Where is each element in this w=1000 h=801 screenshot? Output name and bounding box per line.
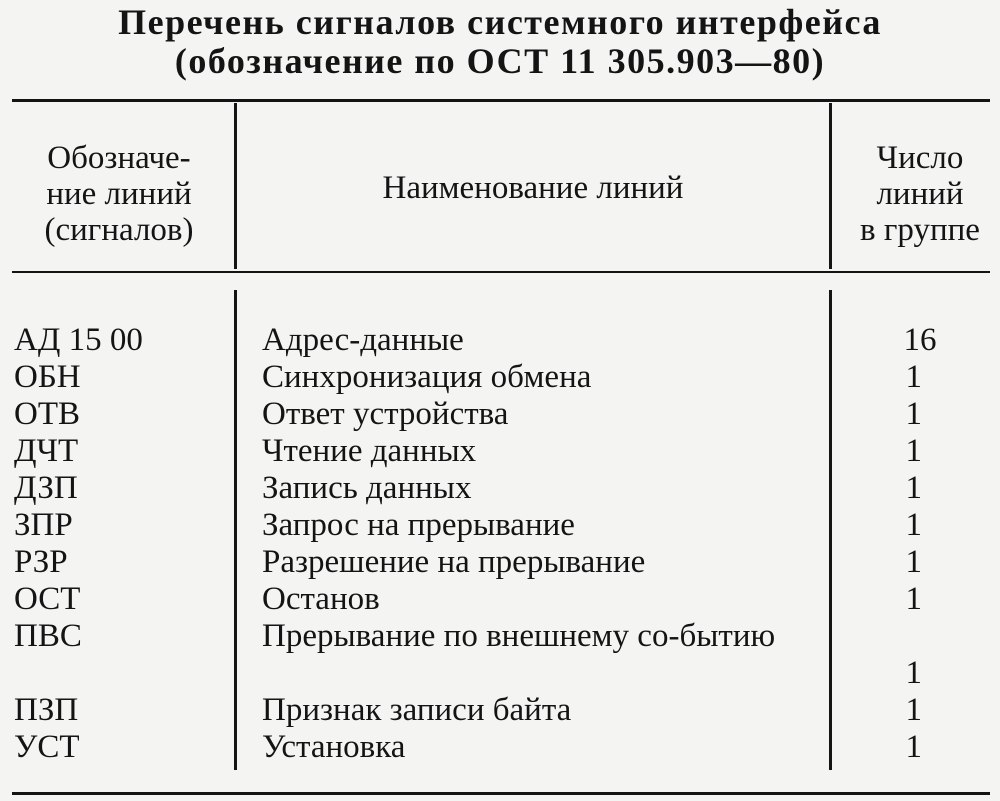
column-divider <box>829 290 832 770</box>
signal-name: Ответ устройства <box>262 396 509 432</box>
header-count-line: линий <box>876 176 964 212</box>
code-column <box>14 322 229 766</box>
signal-code: АД 15 00 <box>14 322 143 358</box>
top-rule <box>12 99 990 102</box>
count-column <box>840 322 990 766</box>
signal-code: ДЧТ <box>14 433 79 469</box>
header-code-line: Обозначе- <box>47 140 191 176</box>
signal-name: Чтение данных <box>262 433 477 469</box>
line-count: 1 <box>905 470 922 506</box>
line-count: 1 <box>905 396 922 432</box>
column-divider <box>234 290 237 770</box>
signal-name: Запрос на прерывание <box>262 507 575 543</box>
signal-code: ЗПР <box>14 507 73 543</box>
column-divider <box>829 103 832 269</box>
signal-name: Установка <box>262 729 406 765</box>
signal-name: Прерывание по внешнему со-бытию <box>262 618 776 654</box>
header-name: Наименование линий <box>382 170 684 206</box>
line-count: 1 <box>905 544 922 580</box>
header-rule <box>12 271 990 273</box>
signal-code: ПВС <box>14 618 82 654</box>
line-count: 1 <box>905 507 922 543</box>
header-code-line: ние линий <box>46 176 192 212</box>
table-subtitle: (обозначение по ОСТ 11 305.903—80) <box>174 41 826 81</box>
signal-name: Синхронизация обмена <box>262 359 592 395</box>
header-count-line: в группе <box>860 212 980 248</box>
signal-code: ПЗП <box>14 692 79 728</box>
line-count: 1 <box>905 655 922 691</box>
signal-code: ОБН <box>14 359 81 395</box>
bottom-rule <box>12 792 990 795</box>
signal-name: Разрешение на прерывание <box>262 544 646 580</box>
line-count: 1 <box>905 581 922 617</box>
header-count-line: Число <box>876 140 964 176</box>
line-count: 1 <box>905 359 922 395</box>
signal-code: РЗР <box>14 544 68 580</box>
signal-name: Запись данных <box>262 470 472 506</box>
line-count: 1 <box>905 433 922 469</box>
table-title: Перечень сигналов системного интерфейса <box>118 2 882 42</box>
line-count: 16 <box>903 322 937 358</box>
signal-code: ОТВ <box>14 396 80 432</box>
signal-name: Адрес-данные <box>262 322 464 358</box>
signal-code: ДЗП <box>14 470 78 506</box>
header-code <box>14 140 224 248</box>
signal-name: Останов <box>262 581 380 617</box>
name-column <box>262 322 817 766</box>
signal-code: ОСТ <box>14 581 81 617</box>
line-count: 1 <box>905 692 922 728</box>
header-count <box>840 140 1000 248</box>
signal-code: УСТ <box>14 729 80 765</box>
header-code-line: (сигналов) <box>44 212 194 248</box>
line-count: 1 <box>905 729 922 765</box>
signal-name: Признак записи байта <box>262 692 572 728</box>
